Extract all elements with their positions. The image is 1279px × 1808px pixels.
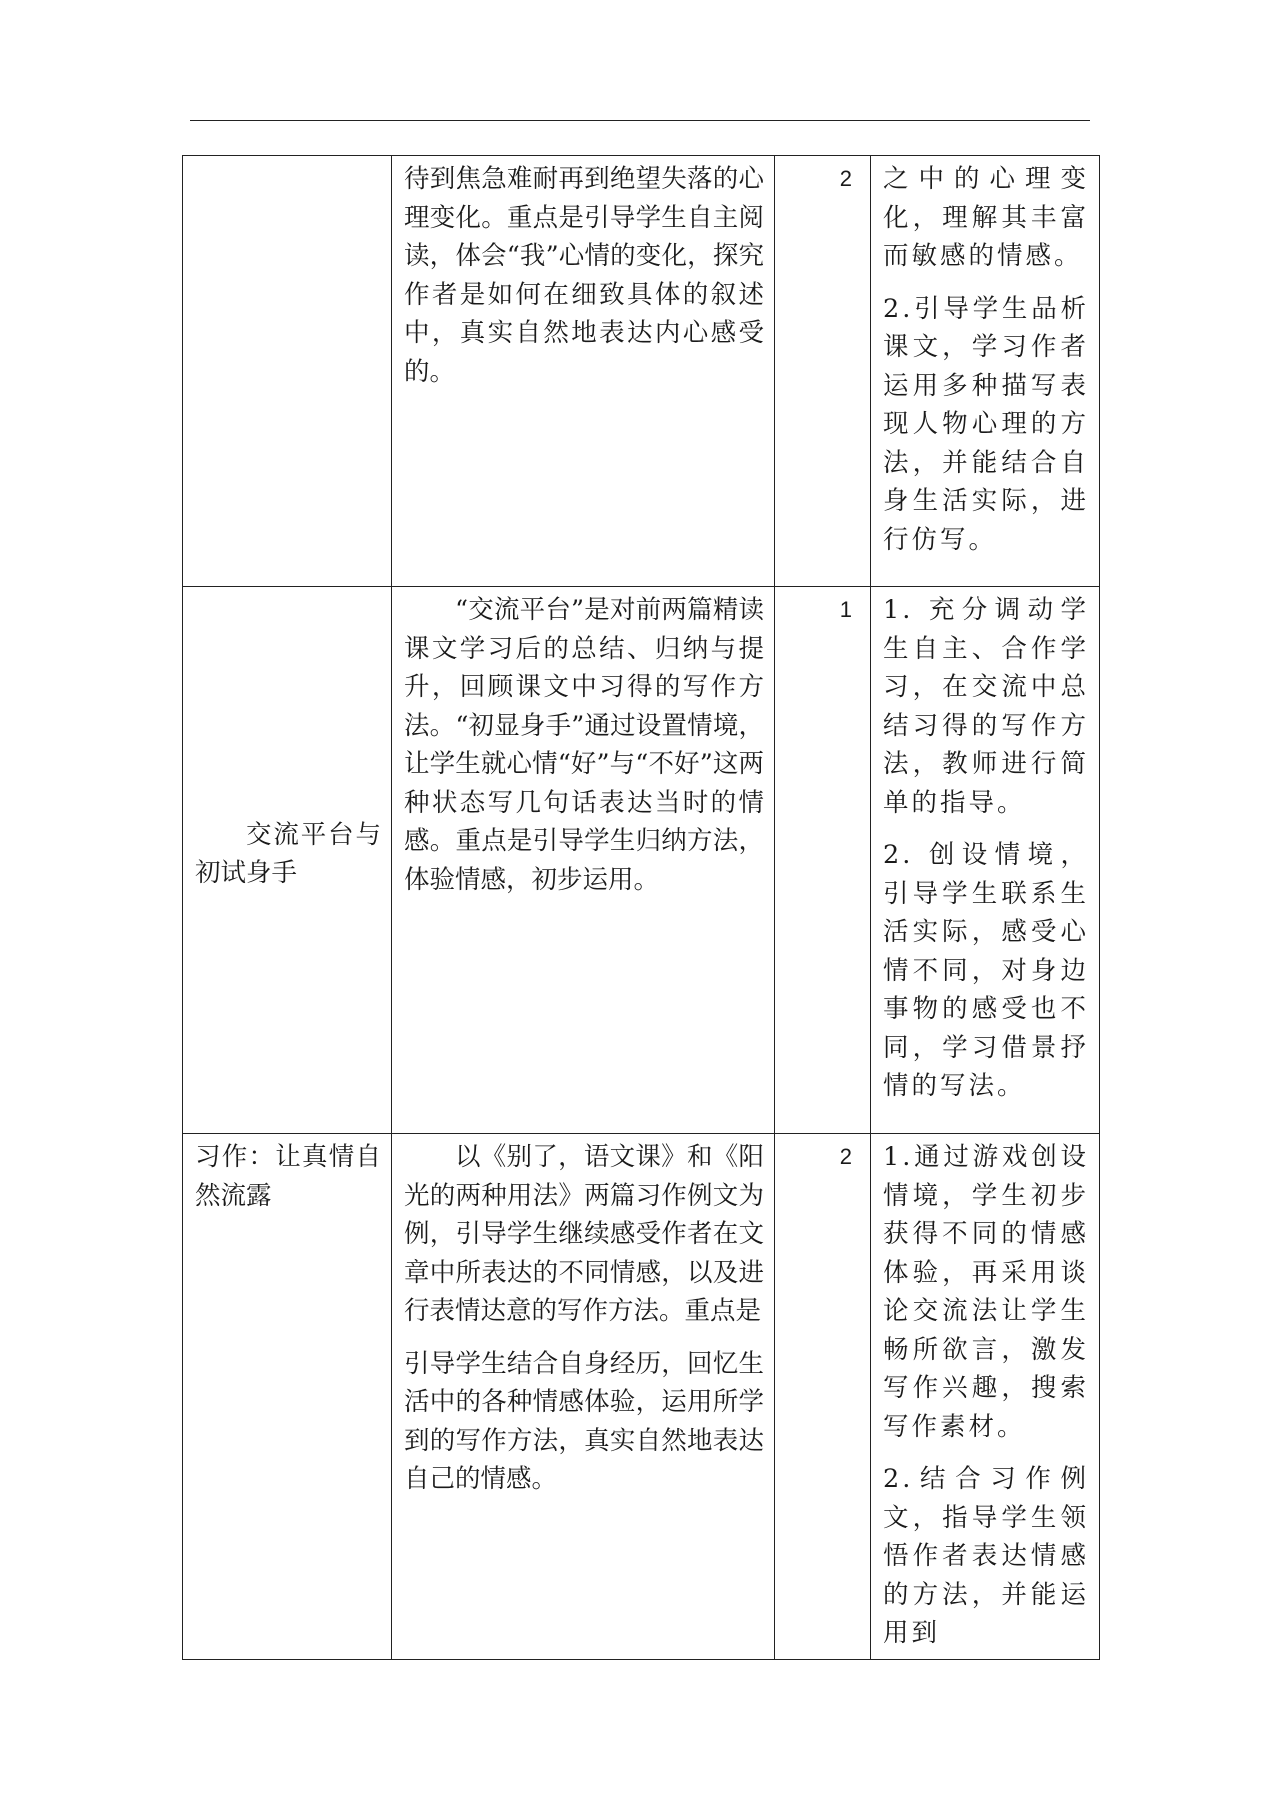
goal-paragraph: 1. 充分调动学生自主、合作学习，在交流中总结习得的写作方法，教师进行简单的指导。 [883, 595, 1089, 818]
section-label: 交流平台与初试身手 [195, 819, 381, 888]
hours-cell: 1 [775, 587, 871, 1134]
goal-paragraph: 2.引导学生品析课文，学习作者运用多种描写表现人物心理的方法，并能结合自身生活实际，进行仿写。 [883, 293, 1089, 555]
table-row [183, 156, 1100, 587]
content-paragraph: 引导学生结合自身经历，回忆生活中的各种情感体验，运用所学到的写作方法，真实自然地表达自己的情感。 [404, 1348, 764, 1494]
goal-paragraph: 1.通过游戏创设情境，学生初步获得不同的情感体验，再采用谈论交流法让学生畅所欲言，激发写作兴趣，搜索写作素材。 [883, 1142, 1089, 1442]
hours-cell: 2 [775, 156, 871, 587]
goal-paragraph: 2.结合习作例文，指导学生领悟作者表达情感的方法，并能运用到 [883, 1464, 1089, 1648]
goals-cell [871, 1134, 1100, 1660]
goals-cell [871, 587, 1100, 1134]
content-paragraph: “交流平台”是对前两篇精读课文学习后的总结、归纳与提升，回顾课文中习得的写作方法。“初显身手”通过设置情境，让学生就心情“好”与“不好”这两种状态写几句话表达当时的情感。重点是引导学生归纳方法，体验情感，初步运用。 [404, 595, 764, 895]
lesson-plan-table [182, 155, 1100, 1660]
goal-paragraph: 之中的心理变化，理解其丰富而敏感的情感。 [883, 164, 1089, 271]
content-paragraph: 以《别了，语文课》和《阳光的两种用法》两篇习作例文为例，引导学生继续感受作者在文章中所表达的不同情感，以及进行表情达意的写作方法。重点是 [404, 1142, 764, 1326]
goal-paragraph: 2. 创设情境，引导学生联系生活实际，感受心情不同，对身边事物的感受也不同，学习借景抒情的写法。 [883, 840, 1089, 1101]
hours-cell: 2 [775, 1134, 871, 1660]
section-cell [183, 1134, 392, 1660]
content-paragraph: 待到焦急难耐再到绝望失落的心理变化。重点是引导学生自主阅读，体会“我”心情的变化，探究作者是如何在细致具体的叙述中，真实自然地表达内心感受的。 [404, 164, 764, 387]
content-cell [392, 587, 775, 1134]
table-row [183, 587, 1100, 1134]
section-cell [183, 156, 392, 587]
section-label: 习作：让真情自然流露 [195, 1142, 381, 1211]
table-row [183, 1134, 1100, 1660]
goals-cell [871, 156, 1100, 587]
content-cell [392, 1134, 775, 1660]
section-cell [183, 587, 392, 1134]
header-rule [190, 120, 1090, 121]
content-cell [392, 156, 775, 587]
